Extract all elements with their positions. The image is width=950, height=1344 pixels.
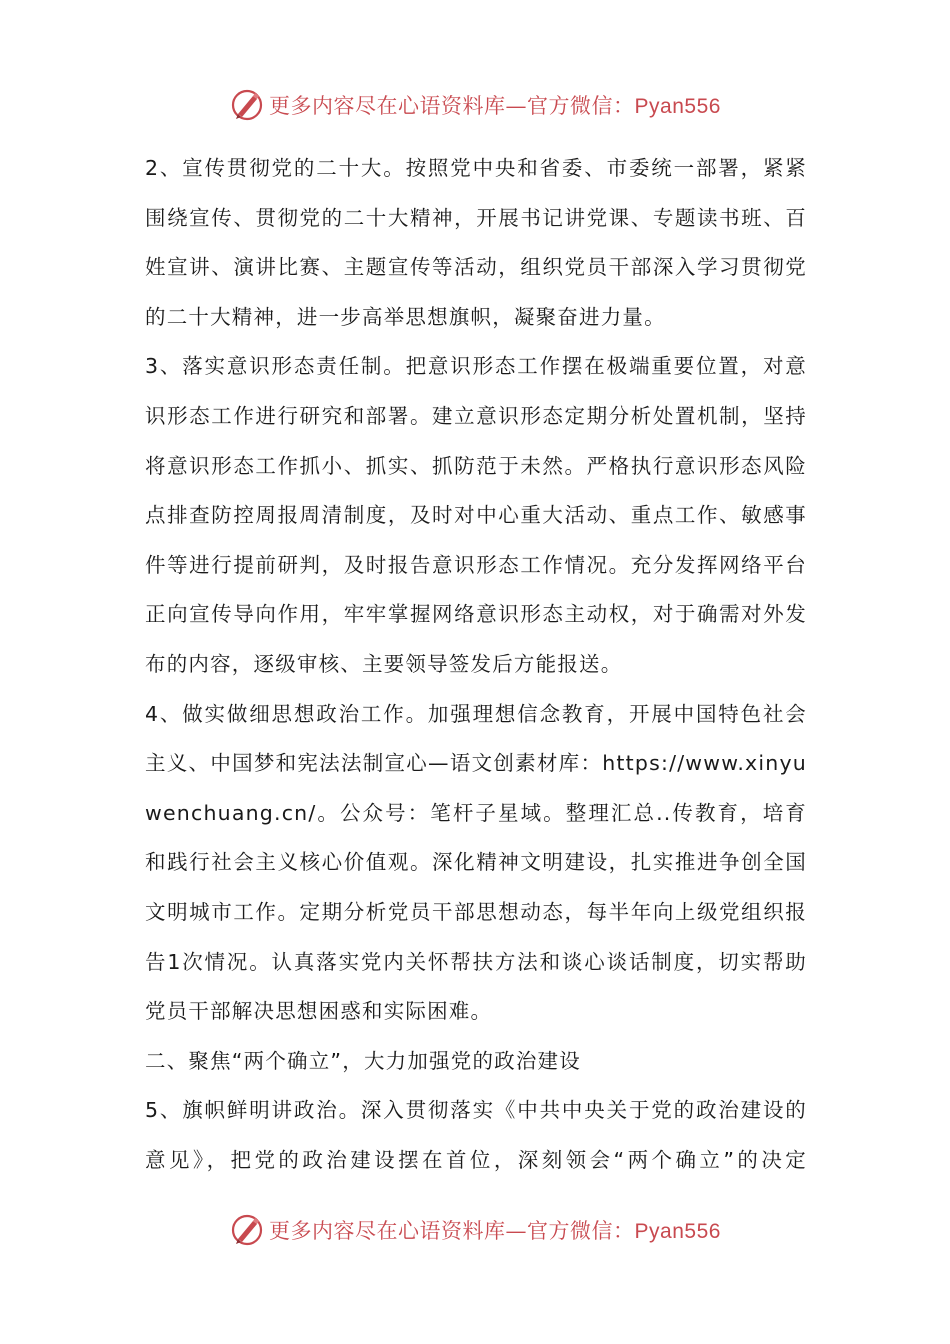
- paragraph-item-2: 2、宣传贯彻党的二十大。按照党中央和省委、市委统一部署，紧紧围绕宣传、贯彻党的二十大精神，开展书记讲党课、专题读书班、百姓宣讲、演讲比赛、主题宣传等活动，组织党员干部深入学习贯彻党的二十大精神，进一步高举思想旗帜，凝聚奋进力量。: [145, 156, 807, 329]
- paragraph-item-3: 3、落实意识形态责任制。把意识形态工作摆在极端重要位置，对意识形态工作进行研究和部署。建立意识形态定期分析处置机制，坚持将意识形态工作抓小、抓实、抓防范于未然。严格执行意识形态风险点排查防控周报周清制度，及时对中心重大活动、重点工作、敏感事件等进行提前研判，及时报告意识形态工作情况。充分发挥网络平台正向宣传导向作用，牢牢掌握网络意识形态主动权，对于确需对外发布的内容，逐级审核、主要领导签发后方能报送。: [145, 354, 807, 676]
- document-body: [145, 144, 807, 1185]
- header-wechat-id: Pyan556: [634, 95, 721, 118]
- header-banner-text: 更多内容尽在心语资料库—官方微信：Pyan556: [269, 94, 721, 118]
- footer-banner: [0, 1205, 950, 1255]
- footer-wechat-id: Pyan556: [634, 1220, 721, 1243]
- paragraph-item-4: 4、做实做细思想政治工作。加强理想信念教育，开展中国特色社会主义、中国梦和宪法法制宣心—语文创素材库：https://www.xinyuwenchuang.cn/。公众号：笔杆子星域。整理汇总..传教育，培育和践行社会主义核心价值观。深化精神文明建设，扎实推进争创全国文明城市工作。定期分析党员干部思想动态，每半年向上级党组织报告1次情况。认真落实党内关怀帮扶方法和谈心谈话制度，切实帮助党员干部解决思想困惑和实际困难。: [145, 701, 807, 1024]
- header-banner: [0, 80, 950, 130]
- paragraph-item-5: 5、旗帜鲜明讲政治。深入贯彻落实《中共中央关于党的政治建设的意见》，把党的政治建设摆在首位，深刻领会“两个确立”的决定: [145, 1098, 807, 1172]
- footer-banner-text: 更多内容尽在心语资料库—官方微信：Pyan556: [269, 1219, 721, 1243]
- section-heading-2: 二、聚焦“两个确立”，大力加强党的政治建设: [145, 1048, 581, 1073]
- pen-logo-icon: [229, 1212, 265, 1248]
- pen-logo-icon: [229, 87, 265, 123]
